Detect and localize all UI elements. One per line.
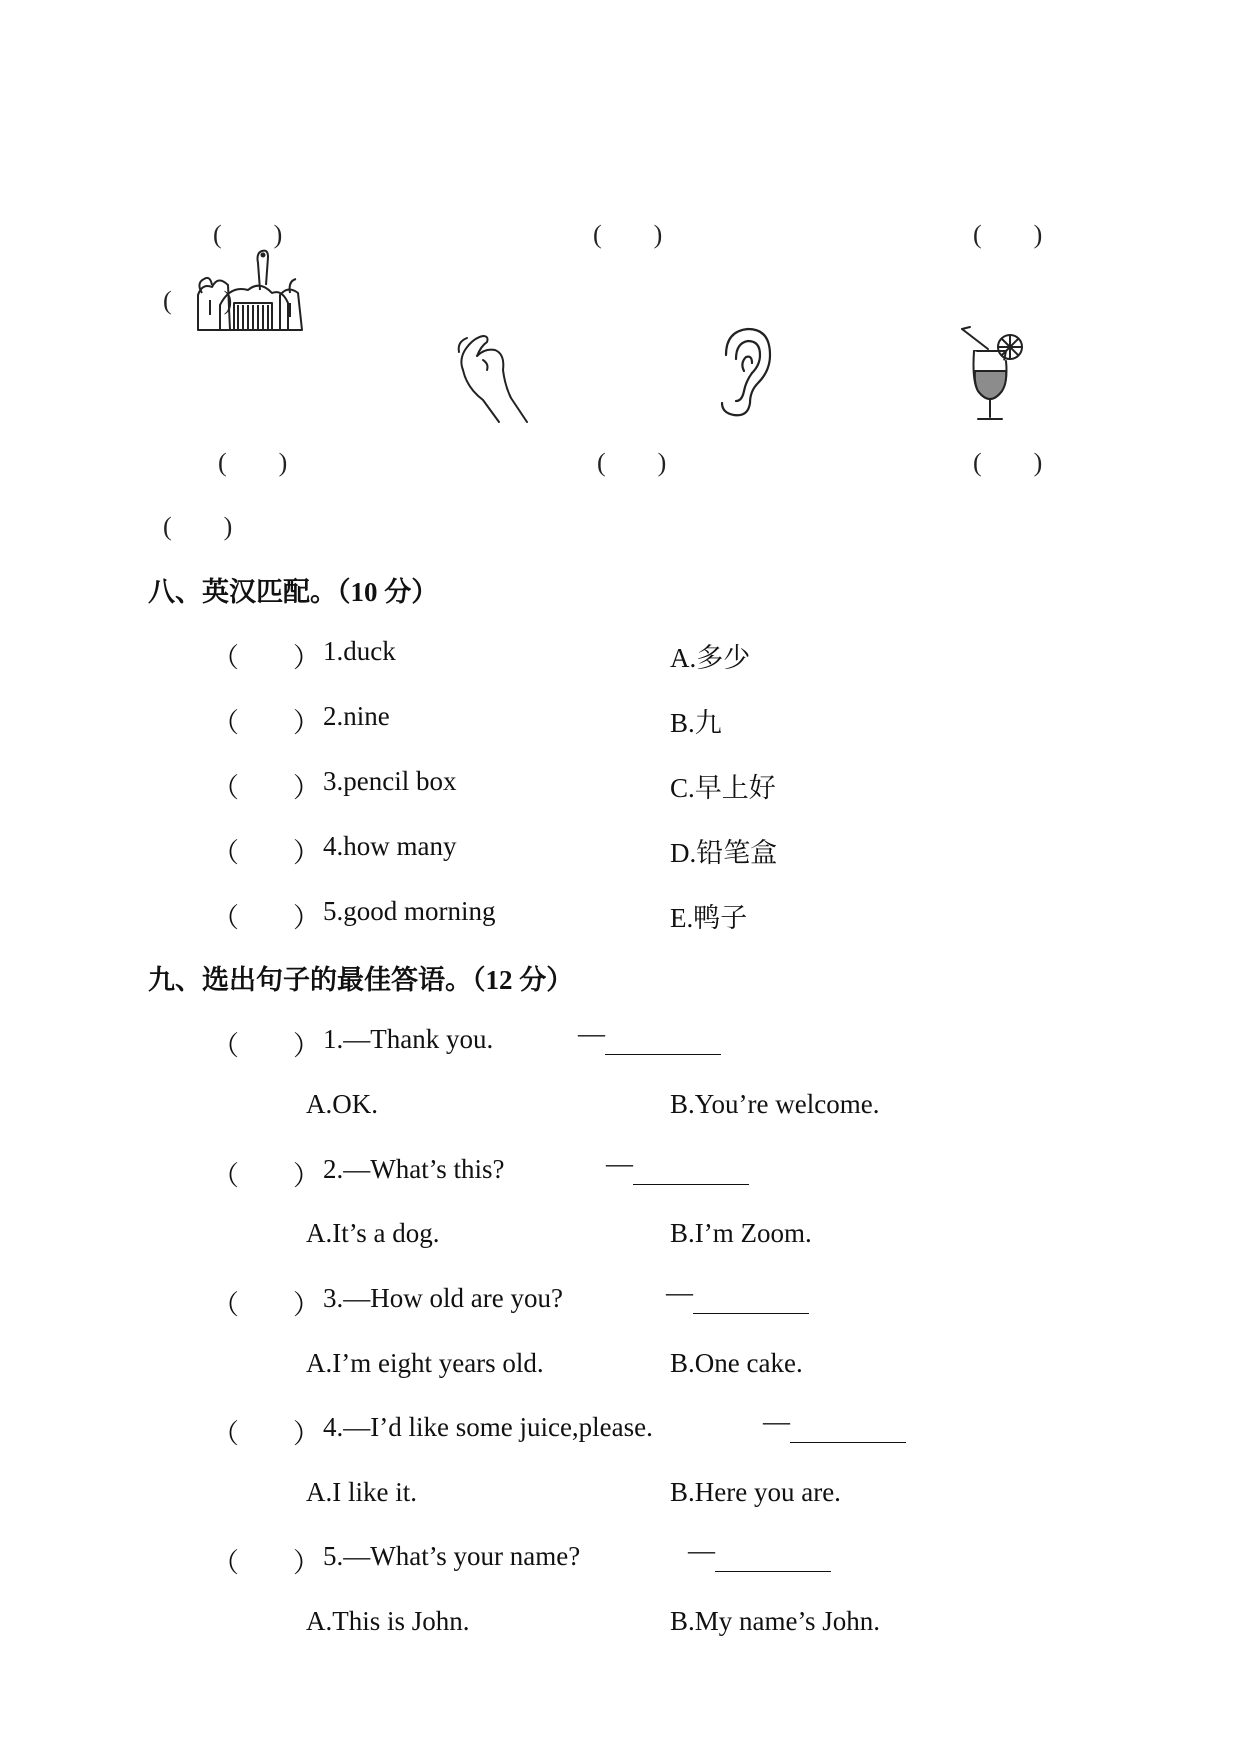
option-b: B.My name’s John.: [670, 1606, 881, 1636]
answer-paren[interactable]: （ ）: [212, 1290, 320, 1320]
answer-paren[interactable]: （ ）: [212, 643, 320, 673]
zoo-icon: [190, 245, 310, 335]
match-word: 2.nine: [323, 701, 390, 731]
answer-paren[interactable]: （ ）: [212, 903, 320, 933]
option-a: A.It’s a dog.: [306, 1218, 440, 1248]
question-text: 4.—I’d like some juice,please.: [323, 1412, 653, 1442]
answer-paren[interactable]: ( ): [163, 286, 233, 315]
question-text: 3.—How old are you?: [323, 1283, 563, 1313]
match-word: 3.pencil box: [323, 766, 457, 796]
answer-paren[interactable]: （ ）: [212, 773, 320, 803]
question-text: 2.—What’s this?: [323, 1154, 505, 1184]
answer-paren[interactable]: ( ): [593, 220, 663, 249]
match-meaning: B.九: [670, 708, 722, 738]
option-b: B.I’m Zoom.: [670, 1218, 812, 1248]
answer-blank[interactable]: [633, 1160, 749, 1185]
answer-paren[interactable]: （ ）: [212, 1031, 320, 1061]
answer-paren[interactable]: （ ）: [212, 708, 320, 738]
answer-paren[interactable]: ( ): [218, 448, 288, 477]
match-word: 5.good morning: [323, 896, 496, 926]
answer-paren[interactable]: ( ): [973, 220, 1043, 249]
hand-icon: [453, 330, 533, 425]
option-a: A.I’m eight years old.: [306, 1348, 544, 1378]
answer-blank[interactable]: [790, 1418, 906, 1443]
match-meaning: C.早上好: [670, 773, 776, 803]
answer-paren[interactable]: ( ): [597, 448, 667, 477]
match-meaning: A.多少: [670, 643, 751, 673]
answer-dash: —: [606, 1148, 633, 1178]
answer-dash: —: [666, 1277, 693, 1307]
answer-blank[interactable]: [605, 1030, 721, 1055]
answer-blank[interactable]: [693, 1289, 809, 1314]
answer-paren[interactable]: ( ): [163, 512, 233, 541]
match-meaning: E.鸭子: [670, 903, 748, 933]
option-a: A.This is John.: [306, 1606, 470, 1636]
answer-dash: —: [688, 1535, 715, 1565]
option-a: A.OK.: [306, 1089, 378, 1119]
option-b: B.One cake.: [670, 1348, 803, 1378]
answer-paren[interactable]: （ ）: [212, 1161, 320, 1191]
juice-icon: [958, 325, 1028, 425]
answer-paren[interactable]: ( ): [973, 448, 1043, 477]
answer-dash: —: [578, 1018, 605, 1048]
ear-icon: [708, 325, 778, 420]
match-word: 4.how many: [323, 831, 457, 861]
option-b: B.Here you are.: [670, 1477, 841, 1507]
answer-paren[interactable]: ( ): [213, 220, 283, 249]
question-text: 1.—Thank you.: [323, 1024, 494, 1054]
question-text: 5.—What’s your name?: [323, 1541, 581, 1571]
match-meaning: D.铅笔盒: [670, 838, 778, 868]
answer-blank[interactable]: [715, 1547, 831, 1572]
section-heading: 九、选出句子的最佳答语。（12 分）: [148, 965, 574, 995]
section-heading: 八、英汉匹配。（10 分）: [148, 577, 439, 607]
answer-dash: —: [763, 1406, 790, 1436]
answer-paren[interactable]: （ ）: [212, 1419, 320, 1449]
answer-paren[interactable]: （ ）: [212, 1548, 320, 1578]
match-word: 1.duck: [323, 636, 396, 666]
option-a: A.I like it.: [306, 1477, 417, 1507]
option-b: B.You’re welcome.: [670, 1089, 880, 1119]
answer-paren[interactable]: （ ）: [212, 838, 320, 868]
